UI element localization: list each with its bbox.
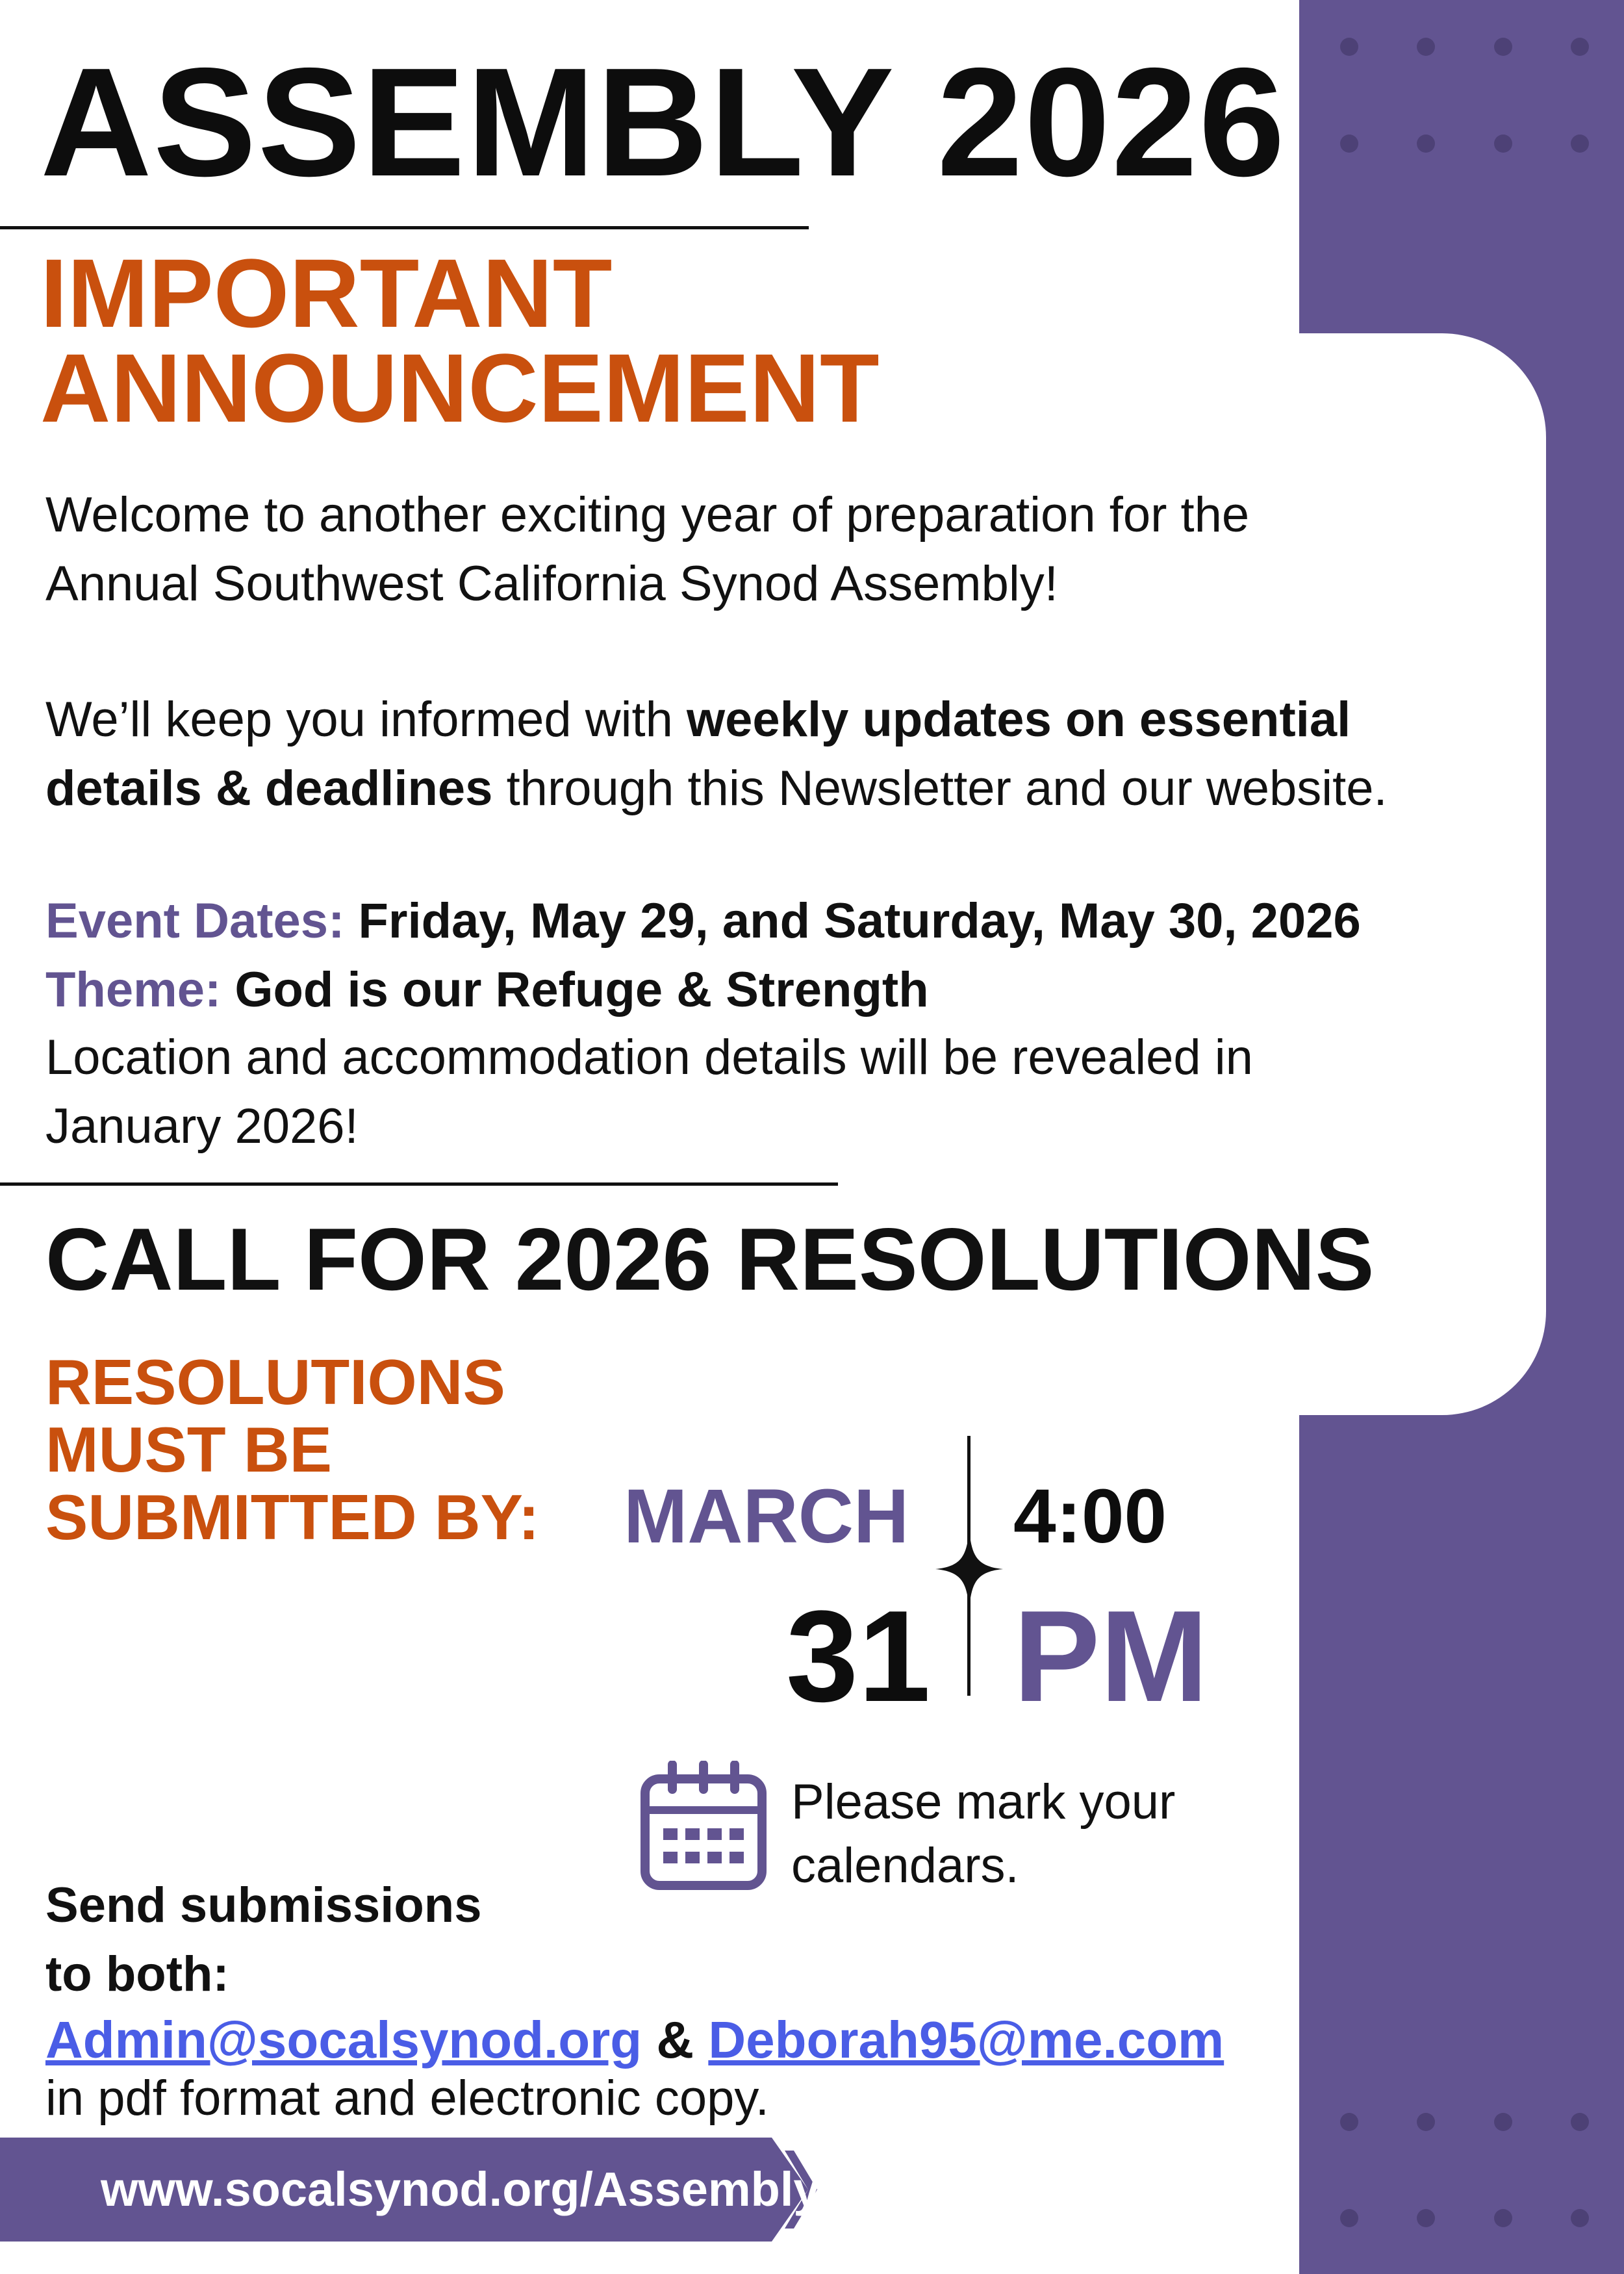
submissions-line-1: Send submissions <box>45 1878 482 1933</box>
submissions-line-2: to both: <box>45 1947 229 2002</box>
email-link-admin[interactable]: Admin@socalsynod.org <box>45 2011 642 2069</box>
decorative-dot <box>1571 38 1589 56</box>
deadline-line-1: RESOLUTIONS <box>45 1346 505 1418</box>
decorative-dot <box>1494 2113 1512 2131</box>
calendar-icon <box>640 1761 767 1891</box>
updates-bold-1: weekly updates on essential <box>687 692 1351 747</box>
reminder-line-1: Please mark your <box>791 1774 1176 1830</box>
email-links <box>45 2011 1224 2069</box>
announcement-line-1: IMPORTANT <box>40 238 613 348</box>
decorative-dot <box>1571 2209 1589 2227</box>
location-line-2: January 2026! <box>45 1099 359 1154</box>
theme-label: Theme: <box>45 962 235 1017</box>
format-note: in pdf format and electronic copy. <box>45 2071 769 2126</box>
deadline-time-hour: 4:00 <box>1013 1474 1167 1559</box>
deadline-line-2: MUST BE <box>45 1414 332 1485</box>
event-dates-label: Event Dates: <box>45 893 359 949</box>
email-link-deborah[interactable]: Deborah95@me.com <box>708 2011 1224 2069</box>
event-dates-value: Friday, May 29, and Saturday, May 30, 2026 <box>358 893 1361 949</box>
submissions-heading <box>45 1871 482 2009</box>
welcome-line-1: Welcome to another exciting year of preparation for the <box>45 487 1250 543</box>
decorative-dot <box>1571 2113 1589 2131</box>
deadline-line-3: SUBMITTED BY: <box>45 1481 540 1553</box>
location-note <box>45 1023 1475 1161</box>
event-details <box>45 887 1559 1025</box>
resolutions-heading: CALL FOR 2026 RESOLUTIONS <box>45 1210 1375 1309</box>
reminder-line-2: calendars. <box>791 1838 1019 1893</box>
deadline-day: 31 <box>786 1584 931 1729</box>
decorative-dot <box>1494 38 1512 56</box>
deadline-time-period: PM <box>1013 1584 1208 1729</box>
website-link[interactable]: www.socalsynod.org/Assembly <box>101 2162 820 2216</box>
deadline-month: MARCH <box>624 1474 909 1559</box>
welcome-paragraph <box>45 481 1540 619</box>
decorative-dot <box>1417 2113 1435 2131</box>
decorative-dot <box>1494 2209 1512 2227</box>
calendar-reminder <box>791 1770 1175 1898</box>
location-line-1: Location and accommodation details will be revealed in <box>45 1030 1253 1085</box>
decorative-dot <box>1340 134 1358 153</box>
updates-paragraph <box>45 685 1559 823</box>
updates-bold-2: details & deadlines <box>45 761 493 816</box>
decorative-dot <box>1571 134 1589 153</box>
welcome-line-2: Annual Southwest California Synod Assembly! <box>45 556 1058 611</box>
decorative-dot <box>1417 2209 1435 2227</box>
updates-post: through this Newsletter and our website. <box>492 761 1388 816</box>
decorative-dot <box>1417 134 1435 153</box>
decorative-dot <box>1494 134 1512 153</box>
page-title: ASSEMBLY 2026 <box>40 36 1286 209</box>
decorative-dot <box>1417 38 1435 56</box>
email-separator: & <box>642 2011 709 2069</box>
deadline-label <box>45 1348 539 1551</box>
decorative-dot <box>1340 2209 1358 2227</box>
section-divider <box>0 1182 838 1186</box>
theme-value: God is our Refuge & Strength <box>235 962 929 1017</box>
announcement-line-2: ANNOUNCEMENT <box>40 333 880 442</box>
sparkle-icon <box>935 1530 1003 1608</box>
decorative-dot <box>1340 2113 1358 2131</box>
updates-pre: We’ll keep you informed with <box>45 692 687 747</box>
decorative-dot <box>1340 38 1358 56</box>
announcement-heading <box>40 238 880 442</box>
title-divider <box>0 226 809 229</box>
